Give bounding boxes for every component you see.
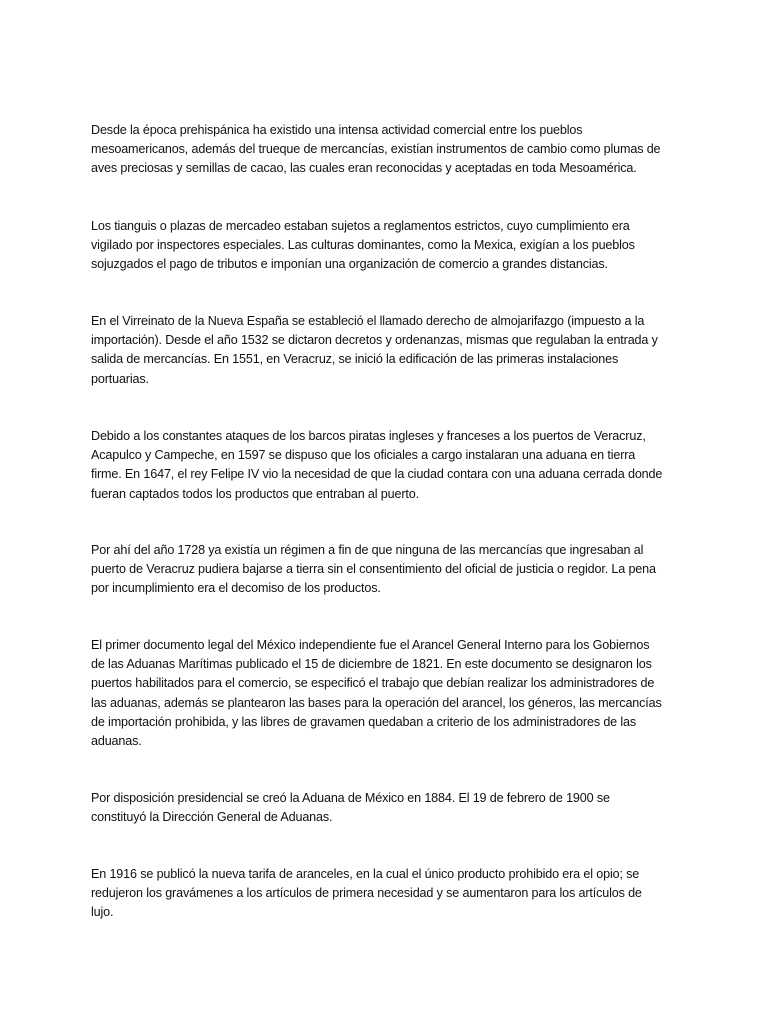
paragraph-viceroyalty: En el Virreinato de la Nueva España se estableció el llamado derecho de almojarifazgo (impuesto a la importación). Desde el año 1532 se dictaron decretos y ordenanzas, mismas que regulaban la entrada y salida de mercancías. En 1551, en Veracruz, se inició la edificación de las primeras instalaciones portuarias.: [91, 314, 658, 386]
paragraph-1728-regime: Por ahí del año 1728 ya existía un régimen a fin de que ninguna de las mercancías que ingresaban al puerto de Veracruz pudiera bajarse a tierra sin el consentimiento del oficial de justicia o regidor. La pena por incumplimiento era el decomiso de los productos.: [91, 543, 656, 596]
paragraph-1916-tariff: En 1916 se publicó la nueva tarifa de aranceles, en la cual el único producto prohibido era el opio; se redujeron los gravámenes a los artículos de primera necesidad y se aumentaron para los artículos de lujo.: [91, 867, 642, 920]
paragraph-tianguis: Los tianguis o plazas de mercadeo estaban sujetos a reglamentos estrictos, cuyo cumplimiento era vigilado por inspectores especiales. Las culturas dominantes, como la Mexica, exigían a los pueblos sojuzgados el pago de tributos e imponían una organización de comercio a grandes distancias.: [91, 219, 635, 272]
paragraph-pirate-attacks: Debido a los constantes ataques de los barcos piratas ingleses y franceses a los puertos de Veracruz, Acapulco y Campeche, en 1597 se dispuso que los oficiales a cargo instalaran una aduana en tierra firme. En 1647, el rey Felipe IV vio la necesidad de que la ciudad contara con una aduana cerrada donde fueran captados todos los productos que entraban al puerto.: [91, 429, 663, 501]
paragraph-first-legal-document: El primer documento legal del México independiente fue el Arancel General Interno para los Gobiernos de las Aduanas Marítimas publicado el 15 de diciembre de 1821. En este documento se designaron los puertos habilitados para el comercio, se especificó el trabajo que debían realizar los administradores de las aduanas, además se plantearon las bases para la operación del arancel, los géneros, las mercancías de importación prohibida, y las libres de gravamen quedaban a criterio de los administradores de las aduanas.: [91, 638, 662, 749]
paragraph-customs-creation: Por disposición presidencial se creó la Aduana de México en 1884. El 19 de febrero de 1900 se constituyó la Dirección General de Aduanas.: [91, 791, 610, 825]
paragraph-prehispanic-commerce: Desde la época prehispánica ha existido una intensa actividad comercial entre los pueblos mesoamericanos, además del trueque de mercancías, existían instrumentos de cambio como plumas de aves preciosas y semillas de cacao, las cuales eran reconocidas y aceptadas en toda Mesoamérica.: [91, 123, 661, 176]
